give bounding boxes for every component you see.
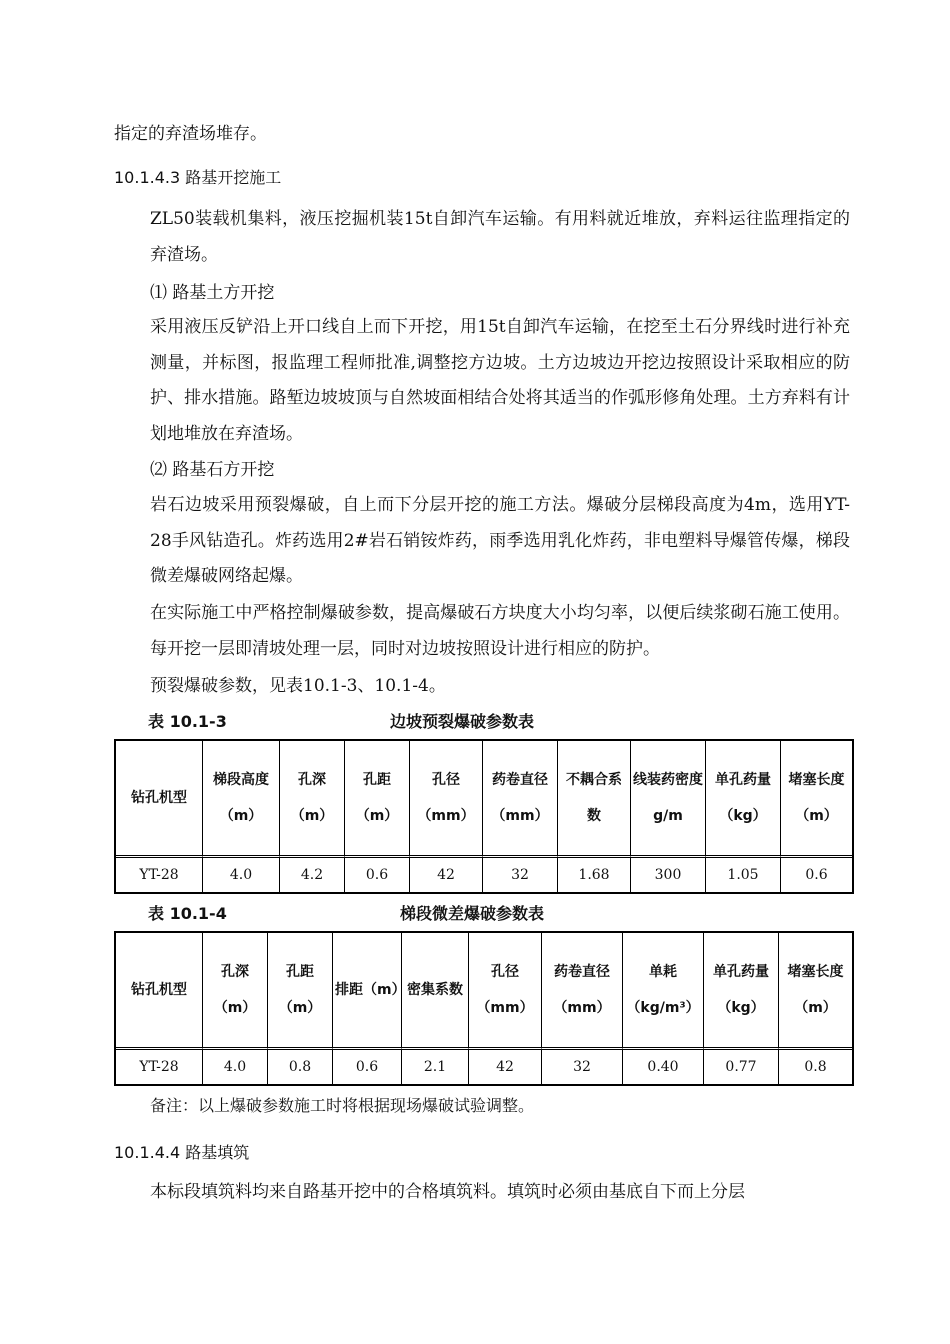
table-cell: YT-28 — [116, 1050, 203, 1084]
table-cell: 4.0 — [203, 1050, 268, 1084]
subheading-earth-excavation: ⑴ 路基土方开挖 — [150, 283, 275, 303]
table-cell: 0.77 — [704, 1050, 779, 1084]
header-cell: 钻孔机型 — [116, 741, 203, 858]
header-cell: 药卷直径（mm） — [542, 933, 623, 1050]
paragraph-earth-excavation — [114, 310, 850, 452]
table-row — [116, 858, 852, 892]
header-cell: 梯段高度（m） — [203, 741, 280, 858]
table-cell: 42 — [410, 858, 483, 892]
paragraph-text: 在实际施工中严格控制爆破参数，提高爆破石方块度大小均匀率，以便后续浆砌石施工使用。每开挖一层即清坡处理一层，同时对边坡按照设计进行相应的防护。 — [150, 603, 850, 659]
table-cell: 2.1 — [402, 1050, 469, 1084]
header-cell: 排距（m） — [333, 933, 402, 1050]
header-cell: 线装药密度g/m — [631, 741, 706, 858]
paragraph-text: 本标段填筑料均来自路基开挖中的合格填筑料。填筑时必须由基底自下而上分层 — [150, 1182, 745, 1202]
table-cell: 0.6 — [333, 1050, 402, 1084]
table-cell: 42 — [469, 1050, 542, 1084]
table-cell: 300 — [631, 858, 706, 892]
subheading-rock-excavation: ⑵ 路基石方开挖 — [150, 460, 275, 480]
header-cell: 钻孔机型 — [116, 933, 203, 1050]
table-cell: 0.40 — [623, 1050, 704, 1084]
table-cell: 32 — [542, 1050, 623, 1084]
header-cell: 孔深（m） — [203, 933, 268, 1050]
table1-number: 表 10.1-3 — [148, 712, 227, 731]
paragraph-presplit-reference: 预裂爆破参数，见表10.1-3、10.1-4。 — [150, 676, 446, 696]
table-cell: 32 — [483, 858, 558, 892]
section-heading-10-1-4-3: 10.1.4.3 路基开挖施工 — [114, 168, 282, 187]
paragraph-text: ZL50装载机集料，液压挖掘机装15t自卸汽车运输。有用料就近堆放，弃料运往监理指定的弃渣场。 — [150, 209, 850, 265]
table-bench-millisecond-blasting — [114, 931, 854, 1086]
header-cell: 孔距（m） — [345, 741, 410, 858]
table-cell: 0.6 — [345, 858, 410, 892]
paragraph-blast-control — [114, 596, 850, 667]
table-cell: 0.8 — [804, 1059, 827, 1075]
text-line-1: 指定的弃渣场堆存。 — [114, 124, 267, 144]
header-cell: 堵塞长度（m） — [779, 933, 852, 1050]
header-cell: 单孔药量（kg） — [706, 741, 781, 858]
header-cell: 堵塞长度（m） — [781, 741, 852, 858]
header-cell: 单耗（kg/m³） — [623, 933, 704, 1050]
header-cell: 药卷直径（mm） — [483, 741, 558, 858]
paragraph-text: 岩石边坡采用预裂爆破，自上而下分层开挖的施工方法。爆破分层梯段高度为4m，选用YT-28手风钻造孔。炸药选用2#岩石销铵炸药，雨季选用乳化炸药，非电塑料导爆管传爆，梯段微差爆破网络起爆。 — [150, 495, 850, 586]
table-cell: 4.0 — [203, 858, 280, 892]
header-cell: 密集系数 — [402, 933, 469, 1050]
table-presplit-blasting — [114, 739, 854, 894]
header-cell: 孔径（mm） — [410, 741, 483, 858]
paragraph-fill-material — [114, 1175, 850, 1211]
table-cell: 1.68 — [558, 858, 631, 892]
table-row — [116, 1050, 852, 1084]
table-header-row — [116, 741, 852, 858]
header-cell: 孔径（mm） — [469, 933, 542, 1050]
paragraph-rock-excavation — [114, 488, 850, 595]
table-cell: 4.2 — [280, 858, 345, 892]
header-cell: 孔距（m） — [268, 933, 333, 1050]
table1-title: 边坡预裂爆破参数表 — [390, 712, 535, 731]
table-cell: 1.05 — [706, 858, 781, 892]
table-header-row — [116, 933, 852, 1050]
header-cell: 孔深（m） — [280, 741, 345, 858]
paragraph-loading — [114, 202, 850, 273]
paragraph-text: 采用液压反铲沿上开口线自上而下开挖，用15t自卸汽车运输，在挖至土石分界线时进行补充测量，并标图，报监理工程师批准,调整挖方边坡。土方边坡边开挖边按照设计采取相应的防护、排水措施。路堑边坡坡顶与自然坡面相结合处将其适当的作弧形修角处理。土方弃料有计划地堆放在弃渣场。 — [150, 317, 850, 444]
header-cell: 单孔药量（kg） — [704, 933, 779, 1050]
section-heading-10-1-4-4: 10.1.4.4 路基填筑 — [114, 1143, 250, 1162]
table2-number: 表 10.1-4 — [148, 904, 227, 923]
table-cell: YT-28 — [116, 858, 203, 892]
table-cell: 0.6 — [805, 867, 828, 883]
table-cell: 0.8 — [268, 1050, 333, 1084]
table2-title: 梯段微差爆破参数表 — [400, 904, 545, 923]
table-note: 备注：以上爆破参数施工时将根据现场爆破试验调整。 — [150, 1096, 535, 1115]
header-cell: 不耦合系数 — [558, 741, 631, 858]
